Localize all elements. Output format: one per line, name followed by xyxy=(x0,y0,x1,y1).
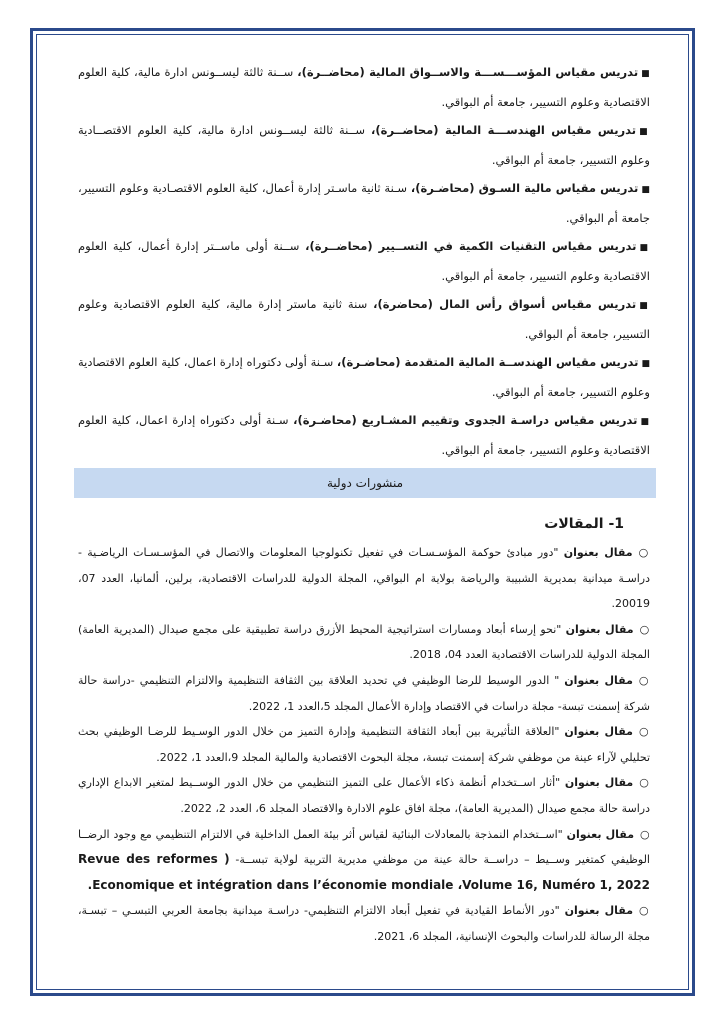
teaching-item xyxy=(78,116,650,174)
teaching-title: تدريس مقياس دراسـة الجدوى وتقييم المشـاريع (محاضـرة)، xyxy=(293,413,638,427)
article-text: "العلاقة التأثيرية بين أبعاد الثقافة التنظيمية وإدارة التميز من خلال الدور الوسـيط للرضـا الوظيفي بحث تحليلي لآراء عينة من موظفي شركة إسمنت تبسة، مجلة البحوث الاقتصادية والمالية المجلد 9،العدد 1، 2022. xyxy=(78,725,650,764)
teaching-details: سنة ثانية ماستر إدارة مالية، كلية العلوم الاقتصادية وعلوم التسيير، جامعة أم البواقي. xyxy=(78,297,650,341)
circle-bullet-icon: ○ xyxy=(640,827,650,841)
teaching-item xyxy=(78,232,650,290)
bullet-icon: ■ xyxy=(641,185,650,195)
article-text: "أثار اســتخدام أنظمة ذكاء الأعمال على التميز التنظيمي من خلال الدور الوســيط لمتغير الابداع الإداري دراسة حالة مجمع صيدال (المديرية العامة)، مجلة افاق علوم الادارة والاقتصاد المجلد 6، العدد 2، 2022. xyxy=(78,776,650,815)
teaching-title: تدريس مقياس الهندســة المالية المتقدمة (محاضـرة)، xyxy=(336,355,639,369)
teaching-title: تدريس مقياس مالية السـوق (محاضـرة)، xyxy=(410,181,639,195)
circle-bullet-icon: ○ xyxy=(639,776,650,790)
teaching-details: ســنة أولى ماســتر إدارة أعمال، كلية العلوم الاقتصادية وعلوم التسيير، جامعة أم البواقي. xyxy=(78,239,650,283)
article-label: مقال بعنوان xyxy=(564,725,633,739)
article-label: مقال بعنوان xyxy=(565,622,634,636)
article-text: "دور مبادئ حوكمة المؤسـسـات في تفعيل تكنولوجيا المعلومات والاتصال في المؤسـسـات الرياضـية - دراسـة ميدانية بمديرية الشبيبة والرياضة بولاية ام البواقي، المجلة الدولية للدراسات الاقتصادية، برلين، ألمانيا، العدد 07، 20019. xyxy=(78,546,650,611)
article-text: "اســتخدام النمذجة بالمعادلات البنائية لقياس أثر بيئة العمل الداخلية في الالتزام التنظيمي مع وجود الرضــا الوظيفي كمتغير وســيط – دراســة حالة عينة من موظفي مديرية التربية لولاية تبســة- xyxy=(78,827,650,867)
section-band xyxy=(74,468,656,498)
article-text: " الدور الوسيط للرضا الوظيفي في تحديد العلاقة بين الثقافة التنظيمية والالتزام التنظيمي -دراسة حالة شركة إسمنت تبسة- مجلة دراسات في الاقتصاد وإدارة الأعمال المجلد 5،العدد 1، 2022. xyxy=(78,673,650,713)
section-title: منشورات دولية xyxy=(326,476,404,490)
article-label: مقال بعنوان xyxy=(566,827,635,841)
article-label: مقال بعنوان xyxy=(563,546,633,559)
article-item xyxy=(78,898,650,949)
teaching-details: سـنة أولى دكتوراه إدارة اعمال، كلية العلوم الاقتصادية وعلوم التسيير، جامعة أم البواقي. xyxy=(78,355,650,399)
articles-heading: 1- المقالات xyxy=(544,516,624,532)
teaching-title: تدريس مقياس الهندســـة المالية (محاضــرة)، xyxy=(371,123,637,137)
circle-bullet-icon: ○ xyxy=(639,622,650,636)
article-text: "نحو إرساء أبعاد ومسارات استراتيجية المحيط الأزرق دراسة تطبيقية على مجمع صيدال (المديرية العامة) المجلة الدولية للدراسات الاقتصادية العدد 04، 2018. xyxy=(78,622,650,662)
teaching-details: سـنة أولى دكتوراه إدارة اعمال، كلية العلوم الاقتصادية وعلوم التسيير، جامعة أم البواقي. xyxy=(78,413,650,457)
article-label: مقال بعنوان xyxy=(564,904,634,918)
bullet-icon: ■ xyxy=(640,417,650,427)
article-item xyxy=(78,719,650,770)
article-item xyxy=(78,822,650,899)
article-label: مقال بعنوان xyxy=(564,673,633,687)
teaching-item xyxy=(78,290,650,348)
teaching-item xyxy=(78,406,650,464)
teaching-details: ســنة ثالثة ليســونس ادارة مالية، كلية العلوم الاقتصــادية وعلوم التسيير، جامعة أم البواقي. xyxy=(78,123,650,167)
circle-bullet-icon: ○ xyxy=(638,673,650,687)
article-text: "دور الأنماط القيادية في تفعيل أبعاد الالتزام التنظيمي- دراسـة ميدانية بجامعة العربي التبسـي – تبسـة، مجلة الرسالة للدراسات والبحوث الإنسانية، المجلد 6، 2021. xyxy=(78,904,650,943)
article-label: مقال بعنوان xyxy=(564,776,634,790)
circle-bullet-icon: ○ xyxy=(638,725,650,739)
teaching-title: تدريس مقياس أسواق رأس المال (محاضرة)، xyxy=(373,297,637,311)
teaching-item xyxy=(78,58,650,116)
teaching-title: تدريس مقياس التقنيات الكمية في التســيير (محاضــرة)، xyxy=(305,239,637,253)
teaching-item xyxy=(78,348,650,406)
teaching-details: سـنة ثانية ماسـتر إدارة أعمال، كلية العلوم الاقتصـادية وعلوم التسيير، جامعة أم البواقي. xyxy=(78,181,650,225)
teaching-details: ســنة ثالثة ليســونس ادارة مالية، كلية العلوم الاقتصادية وعلوم التسيير، جامعة أم البواقي. xyxy=(78,65,650,109)
article-item xyxy=(78,540,650,617)
bullet-icon: ■ xyxy=(639,127,650,137)
article-item xyxy=(78,668,650,719)
bullet-icon: ■ xyxy=(641,359,650,369)
teaching-item xyxy=(78,174,650,232)
teaching-list xyxy=(78,58,650,464)
bullet-icon: ■ xyxy=(639,301,650,311)
circle-bullet-icon: ○ xyxy=(639,904,650,918)
articles-list xyxy=(78,540,650,950)
article-item xyxy=(78,770,650,821)
circle-bullet-icon: ○ xyxy=(638,546,650,559)
teaching-title: تدريس مقياس المؤســـســـة والاســواق المالية (محاضــرة)، xyxy=(297,65,639,79)
article-journal-fr: ( Revue des reformes Economique et intégration dans l’économie mondiale ،Volume 16, Numéro 1, 2022. xyxy=(78,852,650,892)
document-content xyxy=(78,58,650,950)
article-item xyxy=(78,617,650,668)
bullet-icon: ■ xyxy=(641,69,650,79)
bullet-icon: ■ xyxy=(639,243,650,253)
